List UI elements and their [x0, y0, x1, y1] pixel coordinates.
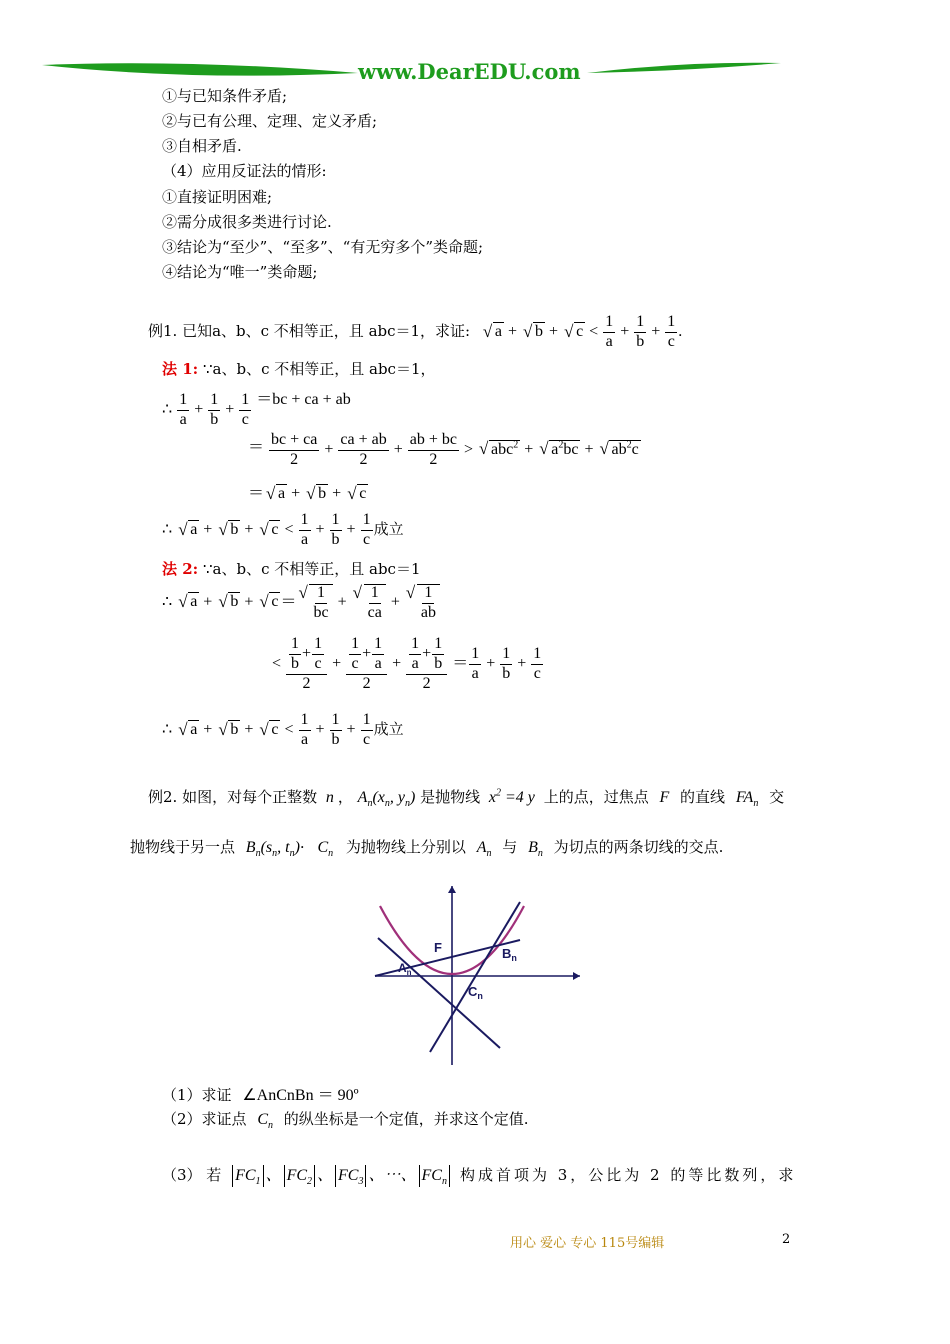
- example2-text: 的直线: [680, 788, 726, 806]
- example2-text: 例2. 如图，对每个正整数: [148, 788, 318, 806]
- method1-step1: ∴ $\frac{1}{a}$ + $\frac{1}{b}$ + $\frac{1}{c}$ ＝bc + ca + ab: [162, 390, 351, 428]
- example1-statement: [148, 314, 682, 351]
- label-b: $B_n$: [502, 946, 517, 963]
- question-3-text: （3） 若: [162, 1166, 222, 1184]
- focal-chord: [375, 940, 520, 976]
- therefore-symbol: ∴: [162, 400, 173, 418]
- method2-step2: < $\frac{1}{b}$ + $\frac{1}{c}$ 2 + $\frac{1}{c}$ + $\frac{1}{a}$ 2 + $\frac{1}{a}$ + $\frac{1}{b}$ 2 ＝ $\frac{1}{a}$ + $\frac{1}{b}$ + $\frac{1}{c}$: [272, 635, 542, 692]
- list-item: ①与已知条件矛盾;: [162, 87, 288, 105]
- question-3: （3） 若 $FC_1$ 、 $FC_2$ 、 $FC_3$ 、⋯、 $FC_n$ 构成首项为 3，公比为 2 的等比数列，求: [162, 1166, 797, 1188]
- example1-inequality: √ a + √ b + √ c < $\frac{1}{a}$ + $\frac{1}{b}$ + $\frac{1}{c}$ .: [481, 323, 682, 340]
- list-item: （4）应用反证法的情形:: [162, 162, 327, 180]
- y-axis-arrow: [448, 886, 456, 893]
- question-2-text: （2）求证点: [162, 1110, 247, 1128]
- parabola-figure: [370, 882, 585, 1067]
- site-logo: www.DearEDU.com: [358, 59, 581, 84]
- question-1-math: ∠AnCnBn ＝ 90º: [242, 1087, 359, 1104]
- example2-text: 是抛物线: [420, 788, 481, 806]
- example2-text: 为切点的两条切线的交点.: [553, 838, 724, 856]
- method2-step1: ∴ √ a + √ b + √ c ＝ √ $\frac{1}{bc}$ + √ $\frac{1}{ca}$ + √ $\frac{1}{ab}$: [162, 584, 441, 622]
- x-axis-arrow: [573, 972, 580, 980]
- example2-text: 与: [502, 838, 518, 856]
- question-1-text: （1）求证: [162, 1086, 232, 1104]
- label-c: $C_n$: [468, 984, 483, 1001]
- question-2: （2）求证点 $C_n$ 的纵坐标是一个定值，并求这个定值.: [162, 1110, 529, 1132]
- method2-conclusion: ∴ √ a + √ b + √ c < $\frac{1}{a}$ + $\frac{1}{b}$ + $\frac{1}{c}$ 成立: [162, 712, 404, 749]
- question-2-text: 的纵坐标是一个定值，并求这个定值.: [283, 1110, 529, 1128]
- banner-swoosh-right: [585, 55, 785, 91]
- example2-text: 抛物线于另一点: [130, 838, 236, 856]
- example2-text: 为抛物线上分别以: [345, 838, 466, 856]
- method1-header: [162, 358, 436, 379]
- therefore-symbol: ∴: [162, 520, 173, 538]
- method2-label: 法 2:: [162, 560, 199, 578]
- method1-step2: ＝ $\frac{bc + ca}{2}$ + $\frac{ca + ab}{2}$ + $\frac{ab + bc}{2}$ > √ abc$^2$ + √ $a^2bc$ + √ $ab^2c$: [248, 432, 641, 469]
- list-item: ②需分成很多类进行讨论.: [162, 213, 332, 231]
- footer-text: 用心 爱心 专心 115号编辑: [510, 1236, 665, 1251]
- list-item: ③自相矛盾.: [162, 137, 242, 155]
- question-3-text: 构成首项为 3，公比为 2 的等比数列，求: [459, 1166, 797, 1184]
- list-item: ②与已有公理、定理、定义矛盾;: [162, 112, 378, 130]
- example2-line2: 抛物线于另一点 $B_n(s_n$, $t_n)\cdot C_n$ 为抛物线上分别以 $A_n$ 与 $B_n$ 为切点的两条切线的交点.: [130, 838, 724, 860]
- tangent-b: [430, 902, 520, 1052]
- header-banner: [40, 55, 780, 91]
- method1-step3: ＝√ a + √ b + √ c: [248, 480, 368, 503]
- label-f: F: [434, 940, 442, 955]
- therefore-symbol: ∴: [162, 720, 173, 738]
- method1-text: ∵a、b、c 不相等正，且 abc＝1，: [202, 360, 436, 378]
- method2-text: ∵a、b、c 不相等正，且 abc＝1: [202, 560, 421, 578]
- conclusion-text: 成立: [373, 719, 404, 738]
- list-item: ③结论为“至少”、“至多”、“有无穷多个”类命题;: [162, 238, 484, 256]
- list-item: ①直接证明困难;: [162, 188, 273, 206]
- method1-label: 法 1:: [162, 360, 199, 378]
- list-item: ④结论为“唯一”类命题;: [162, 263, 318, 281]
- conclusion-text: 成立: [373, 519, 404, 538]
- example2-text: 交: [769, 788, 785, 806]
- example2-line1: 例2. 如图，对每个正整数 n ， $A_n(x_n$, $y_n$) 是抛物线 $x^2 =4$ y 上的点，过焦点 F 的直线 $FA_n$ 交: [148, 787, 785, 810]
- example2-text: 上的点，过焦点: [543, 788, 649, 806]
- label-a: $A_n$: [398, 961, 412, 977]
- example1-lead: 例1. 已知a、b、c 不相等正，且 abc＝1，求证:: [148, 321, 471, 340]
- method2-header: [162, 558, 421, 579]
- question-1: [162, 1082, 359, 1105]
- therefore-symbol: ∴: [162, 593, 173, 611]
- page-number: 2: [782, 1232, 791, 1247]
- method1-conclusion: ∴ √ a + √ b + √ c < $\frac{1}{a}$ + $\frac{1}{b}$ + $\frac{1}{c}$ 成立: [162, 512, 404, 549]
